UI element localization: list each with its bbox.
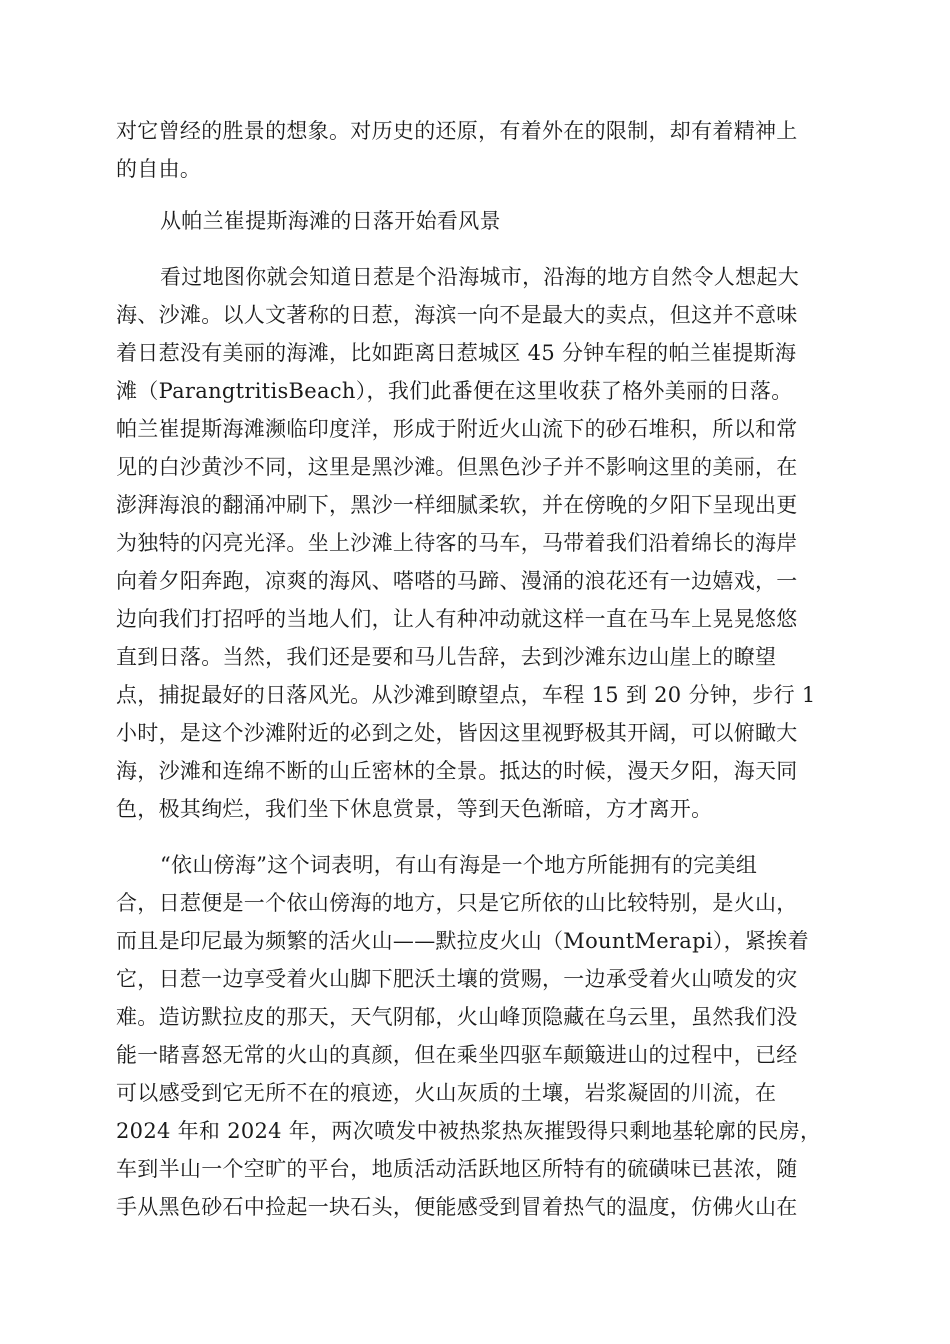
text-line: 点，捕捉最好的日落风光。从沙滩到瞭望点，车程 15 到 20 分钟，步行 1 [116,683,816,707]
text-line: 海、沙滩。以人文著称的日惹，海滨一向不是最大的卖点，但这并不意味 [116,303,798,327]
text-line: 合，日惹便是一个依山傍海的地方，只是它所依的山比较特别，是火山， [116,891,798,915]
text-line: 而且是印尼最为频繁的活火山——默拉皮火山（MountMerapi），紧挨着 [116,929,809,953]
text-line: “依山傍海”这个词表明，有山有海是一个地方所能拥有的完美组 [160,853,758,877]
paragraph-continuation [116,112,836,188]
paragraph-beach [116,258,836,828]
text-line: 为独特的闪亮光泽。坐上沙滩上待客的马车，马带着我们沿着绵长的海岸 [116,531,798,555]
text-line: 滩（ParangtritisBeach），我们此番便在这里收获了格外美丽的日落。 [116,379,793,403]
text-line: 难。造访默拉皮的那天，天气阴郁，火山峰顶隐藏在乌云里，虽然我们没 [116,1005,798,1029]
text-line: 对它曾经的胜景的想象。对历史的还原，有着外在的限制，却有着精神上 [116,119,798,143]
text-line: 直到日落。当然，我们还是要和马儿告辞，去到沙滩东边山崖上的瞭望 [116,645,777,669]
text-line: 的自由。 [116,157,202,181]
text-line: 能一睹喜怒无常的火山的真颜，但在乘坐四驱车颠簸进山的过程中，已经 [116,1043,798,1067]
section-heading [116,202,836,240]
text-line: 2024 年和 2024 年，两次喷发中被热浆热灰摧毁得只剩地基轮廓的民房， [116,1119,822,1143]
text-line: 澎湃海浪的翻涌冲刷下，黑沙一样细腻柔软，并在傍晚的夕阳下呈现出更 [116,493,798,517]
text-line: 帕兰崔提斯海滩濒临印度洋，形成于附近火山流下的砂石堆积，所以和常 [116,417,798,441]
text-line: 向着夕阳奔跑，凉爽的海风、嗒嗒的马蹄、漫涌的浪花还有一边嬉戏，一 [116,569,798,593]
text-line: 见的白沙黄沙不同，这里是黑沙滩。但黑色沙子并不影响这里的美丽，在 [116,455,798,479]
paragraph-volcano [116,846,836,1226]
text-line: 它，日惹一边享受着火山脚下肥沃土壤的赏赐，一边承受着火山喷发的灾 [116,967,798,991]
text-line: 着日惹没有美丽的海滩，比如距离日惹城区 45 分钟车程的帕兰崔提斯海 [116,341,797,365]
text-line: 色，极其绚烂，我们坐下休息赏景，等到天色渐暗，方才离开。 [116,797,713,821]
text-line: 看过地图你就会知道日惹是个沿海城市，沿海的地方自然令人想起大 [160,265,799,289]
text-line: 边向我们打招呼的当地人们，让人有种冲动就这样一直在马车上晃晃悠悠 [116,607,798,631]
text-line: 手从黑色砂石中捡起一块石头，便能感受到冒着热气的温度，仿佛火山在 [116,1195,798,1219]
text-line: 可以感受到它无所不在的痕迹，火山灰质的土壤，岩浆凝固的川流，在 [116,1081,777,1105]
text-line: 海，沙滩和连绵不断的山丘密林的全景。抵达的时候，漫天夕阳，海天同 [116,759,798,783]
text-line: 小时，是这个沙滩附近的必到之处，皆因这里视野极其开阔，可以俯瞰大 [116,721,798,745]
heading-text: 从帕兰崔提斯海滩的日落开始看风景 [160,209,501,233]
text-line: 车到半山一个空旷的平台，地质活动活跃地区所特有的硫磺味已甚浓，随 [116,1157,798,1181]
